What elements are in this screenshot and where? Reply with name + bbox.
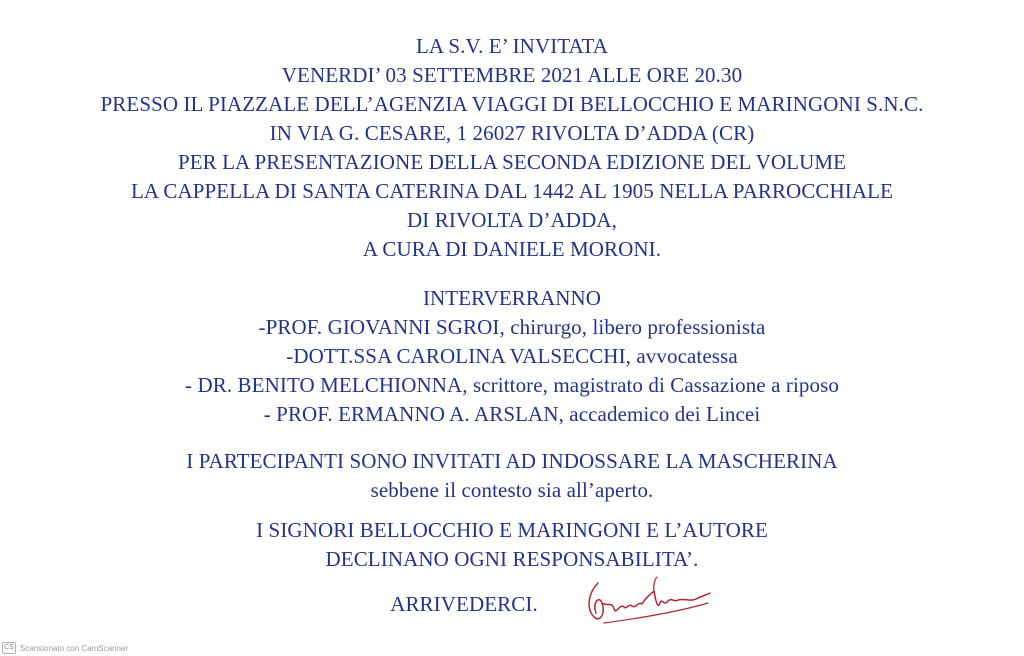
mask-notice: I PARTECIPANTI SONO INVITATI AD INDOSSARE LA MASCHERINA (186, 449, 838, 473)
invitation-line-1: LA S.V. E’ INVITATA (416, 34, 608, 58)
disclaimer-line-1: I SIGNORI BELLOCCHIO E MARINGONI E L’AUTORE (256, 518, 768, 542)
invitation-line-5: PER LA PRESENTAZIONE DELLA SECONDA EDIZIONE DEL VOLUME (177, 150, 847, 174)
speaker-item: -DOTT.SSA CAROLINA VALSECCHI, avvocatessa (286, 344, 738, 368)
camscanner-logo-icon: CS (2, 642, 16, 654)
signature-image (584, 573, 712, 631)
speakers-heading: INTERVERRANNO (422, 286, 602, 310)
closing-text: ARRIVEDERCI. (390, 592, 538, 616)
invitation-line-2: VENERDI’ 03 SETTEMBRE 2021 ALLE ORE 20.30 (281, 63, 743, 87)
invitation-line-6: LA CAPPELLA DI SANTA CATERINA DAL 1442 AL 1905 NELLA PARROCCHIALE (130, 179, 894, 203)
invitation-line-4: IN VIA G. CESARE, 1 26027 RIVOLTA D’ADDA (CR) (269, 121, 755, 145)
scanner-footer-text: Scansionato con CamScanner (20, 643, 129, 653)
speaker-item: - DR. BENITO MELCHIONNA, scrittore, magistrato di Cassazione a riposo (185, 373, 839, 397)
speaker-item: - PROF. ERMANNO A. ARSLAN, accademico dei Lincei (263, 402, 761, 426)
disclaimer-line-2: DECLINANO OGNI RESPONSABILITA’. (325, 547, 699, 571)
invitation-line-7: DI RIVOLTA D’ADDA, (407, 208, 617, 232)
mask-notice-subtext: sebbene il contesto sia all’aperto. (370, 478, 654, 502)
speaker-item: -PROF. GIOVANNI SGROI, chirurgo, libero professionista (258, 315, 766, 339)
scanner-footer (2, 641, 128, 655)
invitation-line-8: A CURA DI DANIELE MORONI. (362, 237, 662, 261)
invitation-line-3: PRESSO IL PIAZZALE DELL’AGENZIA VIAGGI DI BELLOCCHIO E MARINGONI S.N.C. (100, 92, 924, 116)
